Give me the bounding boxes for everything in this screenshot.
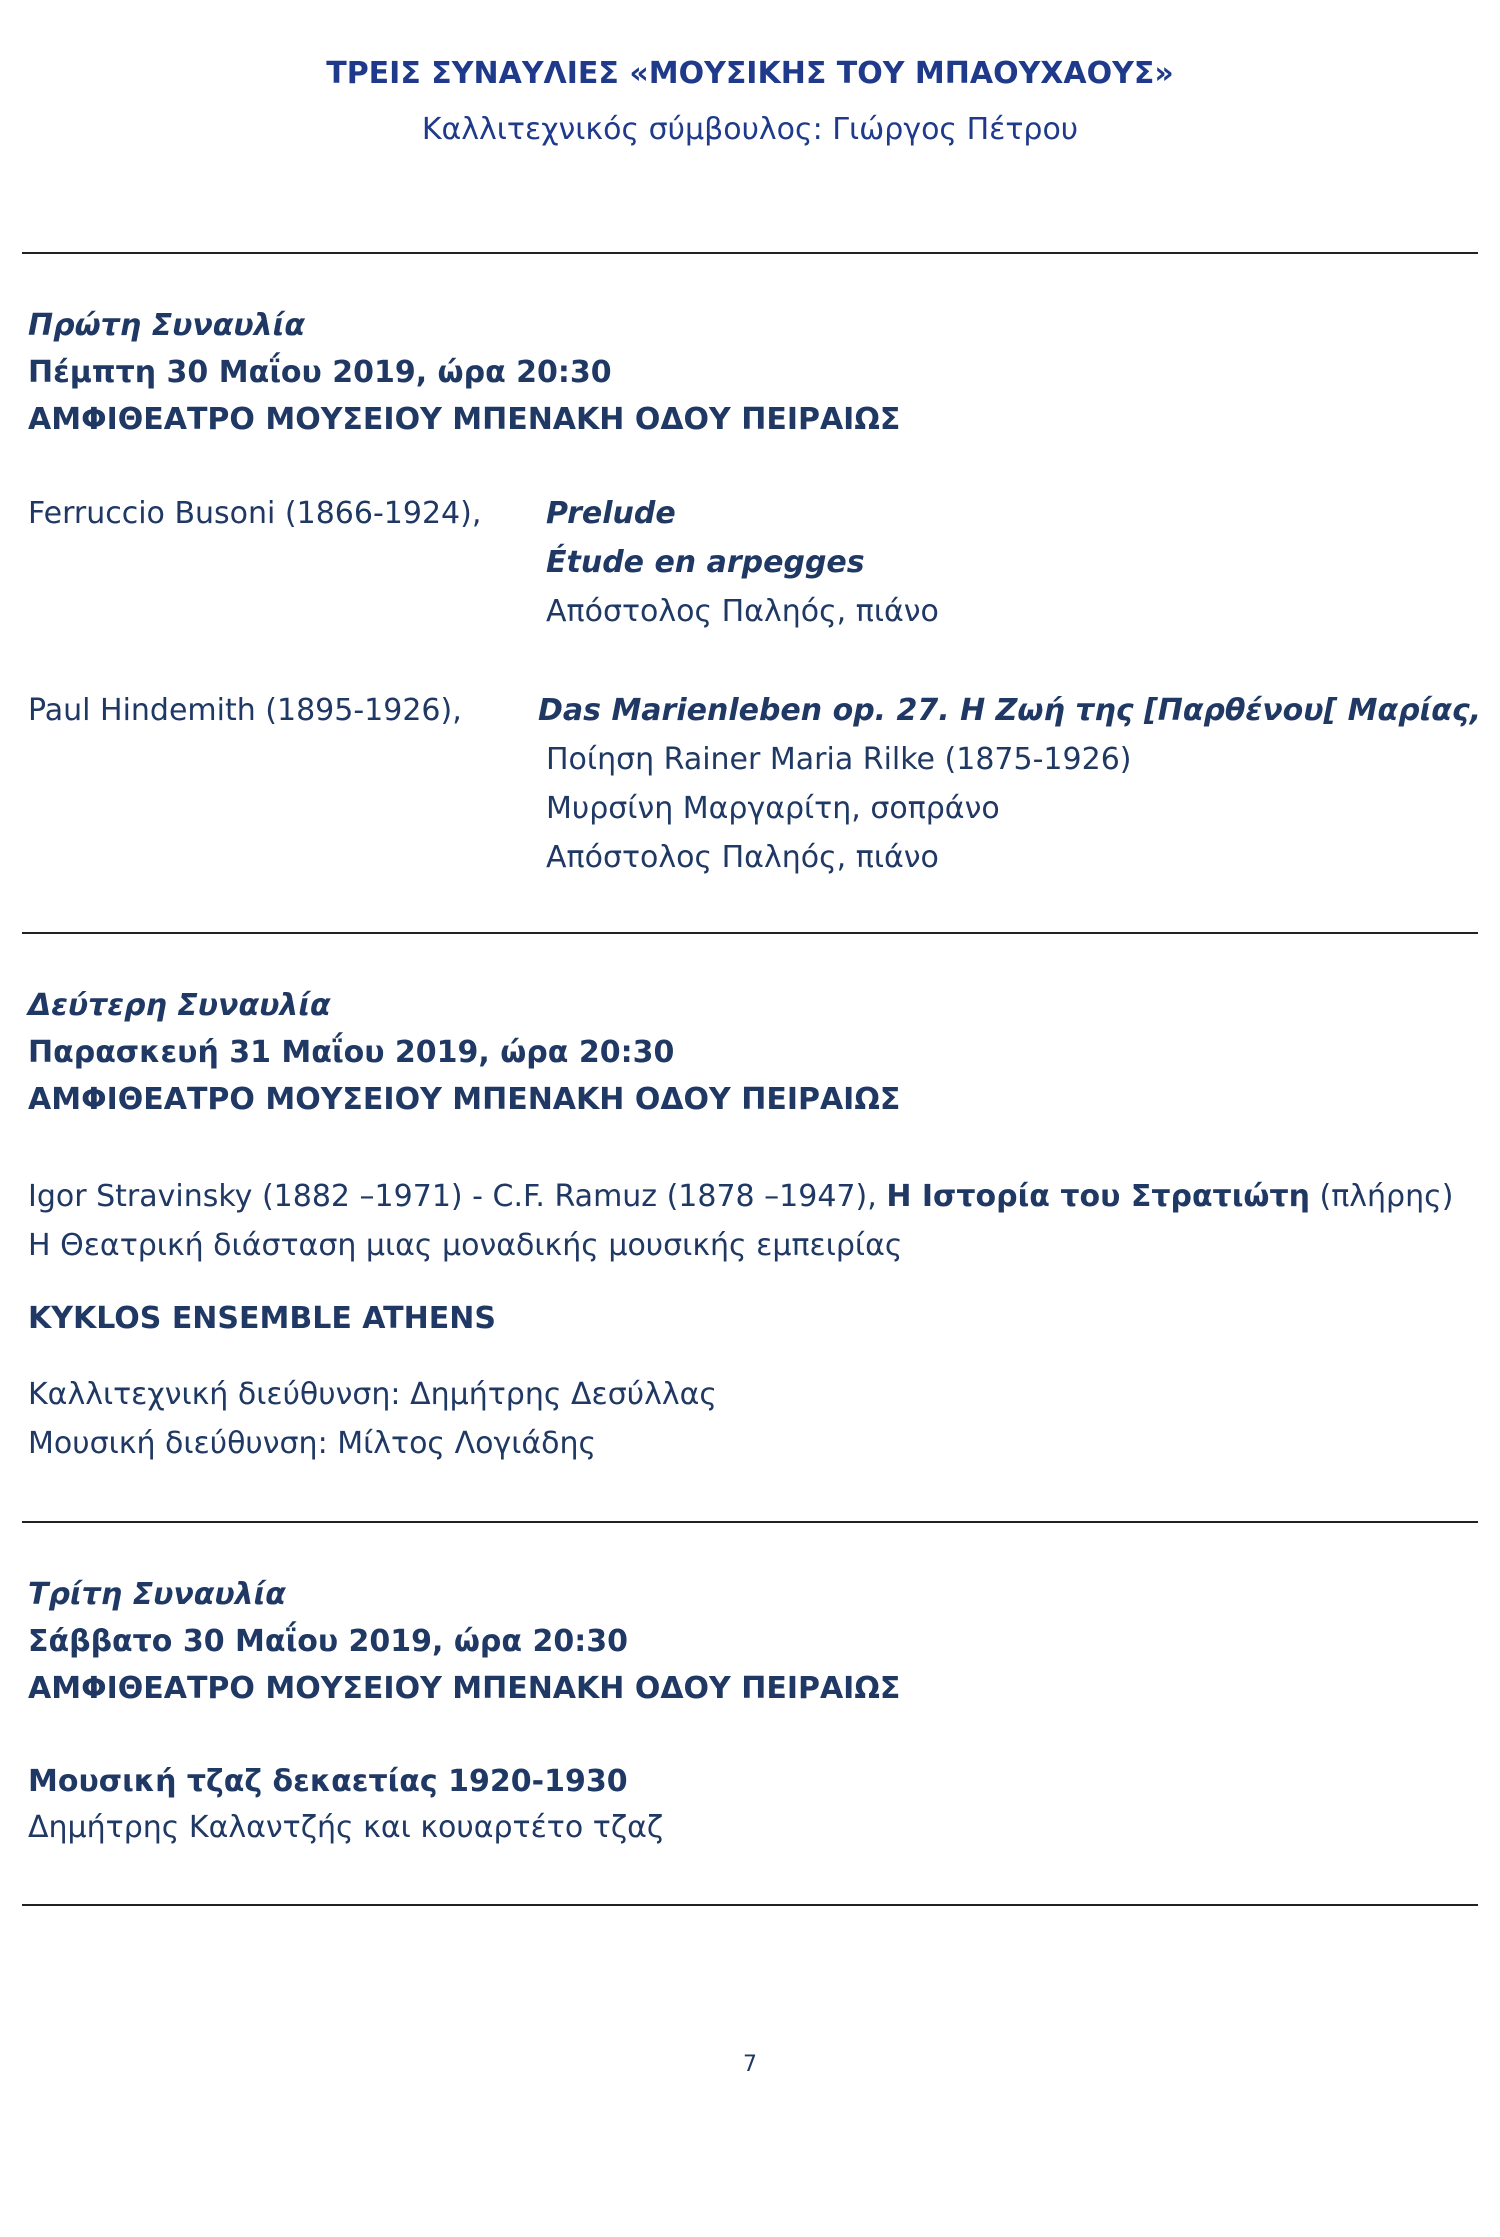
concert2-description: Η Θεατρική διάσταση μιας μοναδικής μουσικής εμπειρίας — [28, 1228, 903, 1263]
divider — [22, 932, 1478, 934]
page-number: 7 — [743, 2052, 757, 2077]
concert3-venue: ΑΜΦΙΘΕΑΤΡΟ ΜΟΥΣΕΙΟΥ ΜΠΕΝΑΚΗ ΟΔΟΥ ΠΕΙΡΑΙΩΣ — [28, 1671, 901, 1706]
concert3-heading: Τρίτη Συναυλία — [28, 1577, 286, 1612]
concert2-heading: Δεύτερη Συναυλία — [28, 988, 331, 1023]
concert3-performers: Δημήτρης Καλαντζής και κουαρτέτο τζαζ — [28, 1810, 664, 1845]
concert2-venue: ΑΜΦΙΘΕΑΤΡΟ ΜΟΥΣΕΙΟΥ ΜΠΕΝΑΚΗ ΟΔΟΥ ΠΕΙΡΑΙΩΣ — [28, 1082, 901, 1117]
concert2-composers: Igor Stravinsky (1882 –1971) - C.F. Ramuz (1878 –1947), — [28, 1179, 877, 1214]
concert1-heading: Πρώτη Συναυλία — [28, 308, 305, 343]
concert1-venue: ΑΜΦΙΘΕΑΤΡΟ ΜΟΥΣΕΙΟΥ ΜΠΕΝΑΚΗ ΟΔΟΥ ΠΕΙΡΑΙΩΣ — [28, 402, 901, 437]
concert2-music-direction: Μουσική διεύθυνση: Μίλτος Λογιάδης — [28, 1426, 597, 1461]
concert2-work: Η Ιστορία του Στρατιώτη — [886, 1179, 1310, 1214]
concert1-work-etude: Étude en arpegges — [546, 545, 865, 580]
document-title: ΤΡΕΙΣ ΣΥΝΑΥΛΙΕΣ «ΜΟΥΣΙΚΗΣ ΤΟΥ ΜΠΑΟΥΧΑΟΥΣ» — [326, 56, 1174, 91]
concert1-performer-piano: Απόστολος Παληός, πιάνο — [546, 594, 939, 629]
concert3-date: Σάββατο 30 Μαΐου 2019, ώρα 20:30 — [28, 1624, 628, 1659]
concert1-performer-piano-2: Απόστολος Παληός, πιάνο — [546, 840, 939, 875]
concert2-ensemble: KYKLOS ENSEMBLE ATHENS — [28, 1301, 496, 1336]
concert3-program: Μουσική τζαζ δεκαετίας 1920-1930 — [28, 1764, 628, 1799]
divider — [22, 252, 1478, 254]
concert1-work-marienleben: Das Marienleben op. 27. Η Ζωή της [Παρθένου[ Μαρίας, — [538, 693, 1482, 728]
document-subtitle: Καλλιτεχνικός σύμβουλος: Γιώργος Πέτρου — [421, 112, 1079, 147]
concert1-poet: Ποίηση Rainer Maria Rilke (1875-1926) — [546, 742, 1132, 777]
concert2-program-line — [28, 1179, 1453, 1214]
concert1-date: Πέμπτη 30 Μαΐου 2019, ώρα 20:30 — [28, 355, 612, 390]
divider — [22, 1521, 1478, 1523]
divider — [22, 1904, 1478, 1906]
concert1-composer-hindemith: Paul Hindemith (1895-1926), — [28, 693, 462, 728]
concert2-work-note: (πλήρης) — [1319, 1179, 1454, 1214]
concert1-work-prelude: Prelude — [546, 496, 676, 531]
concert2-artistic-direction: Καλλιτεχνική διεύθυνση: Δημήτρης Δεσύλλας — [28, 1377, 717, 1412]
concert1-composer-busoni: Ferruccio Busoni (1866-1924), — [28, 496, 482, 531]
concert2-date: Παρασκευή 31 Μαΐου 2019, ώρα 20:30 — [28, 1035, 675, 1070]
concert1-performer-soprano: Μυρσίνη Μαργαρίτη, σοπράνο — [546, 791, 1000, 826]
